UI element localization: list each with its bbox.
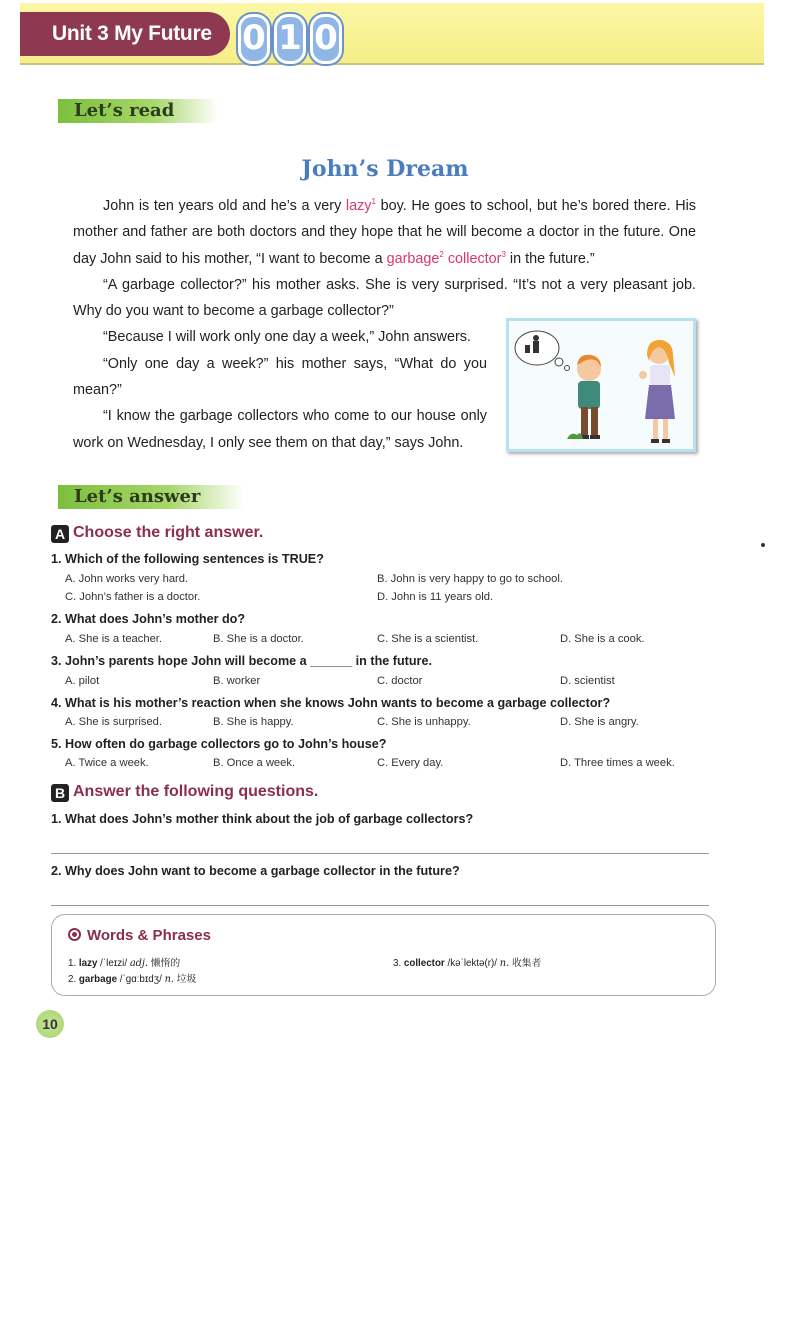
option[interactable]: C. John’s father is a doctor. — [65, 591, 201, 603]
story-title: John’s Dream — [301, 156, 469, 182]
part-a-heading — [51, 524, 263, 543]
question-5: 5. How often do garbage collectors go to John’s house? — [51, 737, 387, 751]
john-and-mother-illustration — [509, 321, 693, 449]
words-phrases-box — [51, 914, 716, 996]
vocab-word-garbage: garbage — [386, 250, 440, 267]
text-run: John is ten years old and he’s a very — [103, 198, 346, 214]
part-b-title: Answer the following questions. — [73, 783, 319, 800]
story-paragraph: “Only one day a week?” his mother says, “What do you mean?” — [73, 355, 487, 399]
footnote-marker: 2 — [439, 249, 444, 259]
option[interactable]: A. She is a teacher. — [65, 633, 163, 645]
section-tag-answer: Let’s answer — [58, 485, 244, 509]
part-letter-badge: A — [51, 525, 69, 543]
option[interactable]: C. doctor — [377, 675, 423, 687]
option[interactable]: A. She is surprised. — [65, 716, 163, 728]
entry-pos: n. — [499, 958, 510, 969]
part-b-heading — [51, 783, 318, 802]
option[interactable]: B. She is a doctor. — [213, 633, 304, 645]
entry-number: 2. — [68, 974, 77, 985]
option[interactable]: B. John is very happy to go to school. — [377, 573, 563, 585]
open-question-2: 2. Why does John want to become a garbage collector in the future? — [51, 864, 460, 878]
footnote-marker: 1 — [371, 197, 376, 207]
entry-word: lazy — [78, 958, 98, 969]
entry-ipa: /kəˈlektə(r)/ — [447, 958, 498, 969]
option[interactable]: D. She is a cook. — [560, 633, 645, 645]
entry-word: garbage — [78, 974, 118, 985]
story-paragraph: “A garbage collector?” his mother asks. She is very surprised. “It’s not a very pleasant job. Why do you want to become a garbage collector?” — [73, 276, 696, 320]
option[interactable]: D. John is 11 years old. — [377, 591, 494, 603]
option[interactable]: B. She is happy. — [213, 716, 294, 728]
footnote-marker: 3 — [501, 249, 506, 259]
question-3: 3. John’s parents hope John will become a ______ in the future. — [51, 654, 432, 668]
answer-line[interactable] — [51, 853, 709, 854]
vocab-word-lazy: lazy — [345, 198, 372, 214]
stray-dot — [761, 543, 765, 547]
word-entry-lazy — [68, 955, 180, 969]
word-entry-garbage — [68, 971, 196, 985]
option[interactable]: C. Every day. — [377, 757, 444, 769]
words-phrases-title — [68, 927, 211, 944]
option[interactable]: B. Once a week. — [213, 757, 296, 769]
entry-meaning: 垃圾 — [176, 974, 197, 985]
story-paragraph — [73, 193, 696, 272]
section-tag-read: Let’s read — [58, 99, 218, 123]
part-letter-badge: B — [51, 784, 69, 802]
story-paragraph: “Because I will work only one day a week,” John answers. — [103, 329, 471, 346]
option[interactable]: A. pilot — [65, 675, 100, 687]
open-question-1: 1. What does John’s mother think about the job of garbage collectors? — [51, 812, 474, 826]
question-1: 1. Which of the following sentences is TRUE? — [51, 552, 324, 566]
words-title-text: Words & Phrases — [87, 927, 211, 944]
option[interactable]: C. She is unhappy. — [377, 716, 471, 728]
vocab-word-collector: collector — [447, 250, 502, 267]
entry-word: collector — [403, 958, 445, 969]
part-a-title: Choose the right answer. — [73, 524, 264, 541]
entry-ipa: /ˈɡɑːbɪdʒ/ — [119, 974, 162, 985]
option[interactable]: D. Three times a week. — [560, 757, 675, 769]
question-2: 2. What does John’s mother do? — [51, 612, 246, 626]
text-run: boy. He goes to school, but he’s bored there. His mother and father are both doctors and they hope that he will become a doctor in the future. One day John said to his mother, “I want to become a — [73, 198, 696, 267]
entry-meaning: 收集者 — [511, 958, 542, 969]
target-circle-icon — [68, 928, 81, 941]
unit-title: Unit 3 My Future — [20, 12, 230, 56]
option[interactable]: A. Twice a week. — [65, 757, 149, 769]
question-4: 4. What is his mother’s reaction when she knows John wants to become a garbage collector? — [51, 696, 611, 710]
answer-line[interactable] — [51, 905, 709, 906]
page-code-digit: 0 — [310, 14, 342, 64]
page-code-digit: 1 — [274, 14, 306, 64]
page-number: 10 — [36, 1010, 64, 1038]
page-code — [238, 14, 342, 64]
text-run: in the future.” — [505, 250, 595, 267]
page-code-digit: 0 — [238, 14, 270, 64]
entry-number: 3. — [393, 958, 402, 969]
option[interactable]: A. John works very hard. — [65, 573, 189, 585]
option[interactable]: C. She is a scientist. — [377, 633, 479, 645]
entry-pos: n. — [164, 974, 174, 985]
entry-meaning: 懒惰的 — [150, 958, 181, 969]
option[interactable]: D. scientist — [560, 675, 615, 687]
story-paragraph: “I know the garbage collectors who come to our house only work on Wednesday, I only see them on that day,” says John. — [73, 408, 487, 451]
entry-number: 1. — [68, 958, 77, 969]
option[interactable]: B. worker — [213, 675, 261, 687]
word-entry-collector — [393, 955, 541, 969]
option[interactable]: D. She is angry. — [560, 716, 639, 728]
entry-pos: adj. — [129, 958, 149, 969]
story-illustration — [506, 318, 696, 452]
entry-ipa: /ˈleɪzi/ — [100, 958, 128, 969]
